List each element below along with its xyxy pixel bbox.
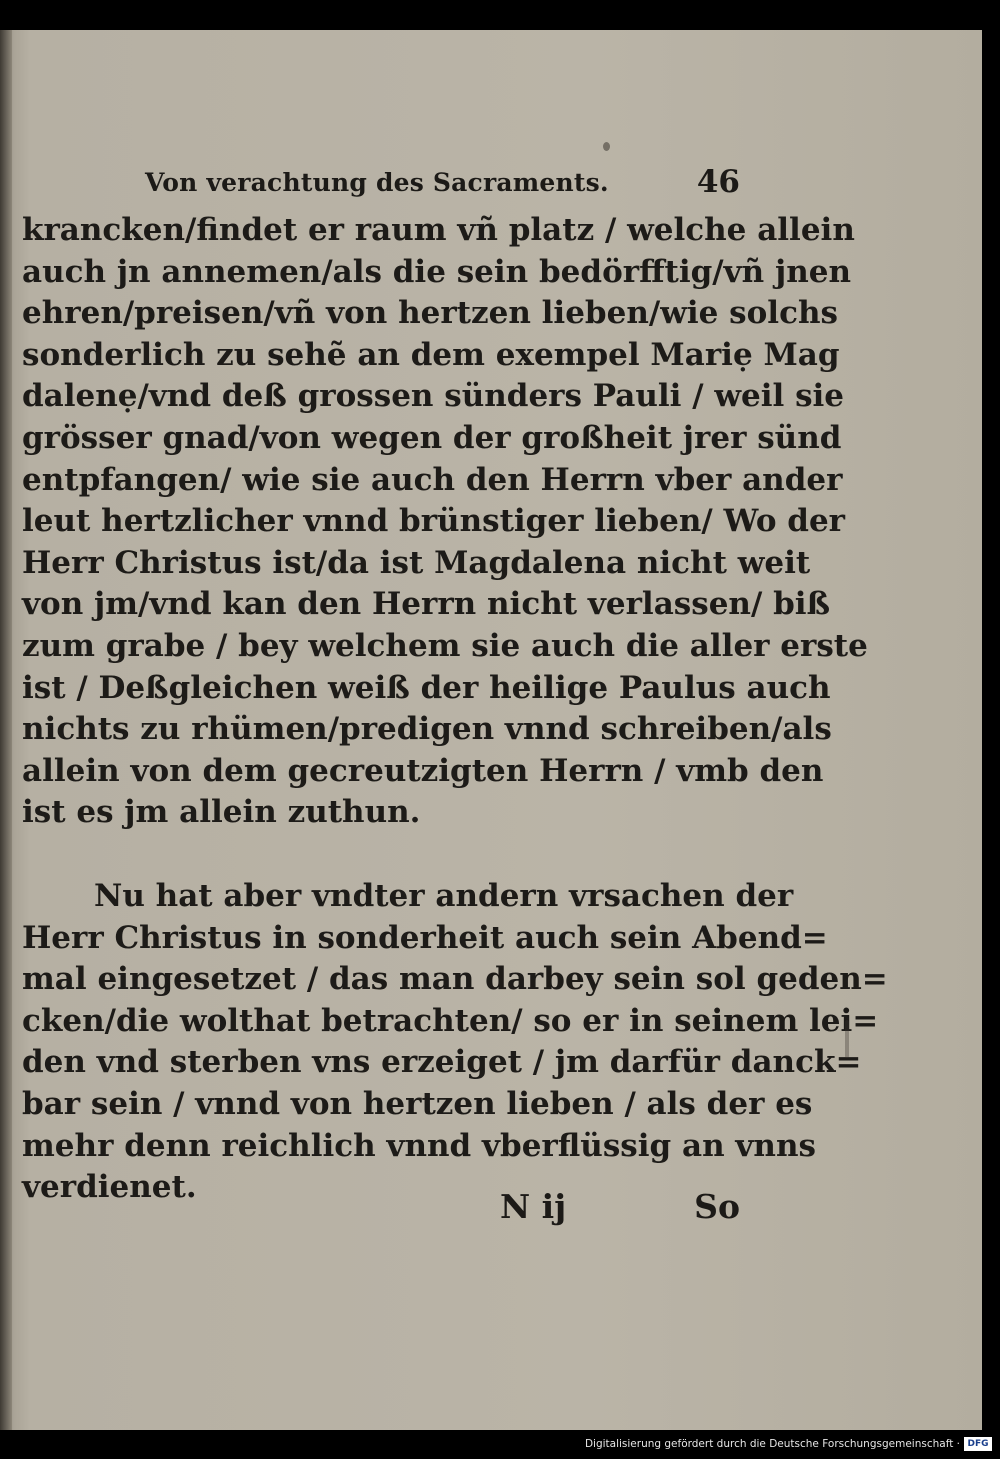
text-line: sonderlich zu sehẽ an dem exempel Mariẹ Mag [22, 336, 840, 373]
text-line: Nu hat aber vndter andern vrsachen der [94, 878, 794, 914]
catchword: So [694, 1187, 740, 1226]
text-line: mal eingesetzet / das man darbey sein sol geden= [22, 961, 888, 998]
text-line: den vnd sterben vns erzeiget / jm darfür danck= [22, 1044, 862, 1081]
footer-bar [0, 1430, 1000, 1459]
text-line: dalenẹ/vnd deß grossen sünders Pauli / weil sie [22, 378, 845, 415]
text-line: krancken/findet er raum vñ platz / welche allein [22, 212, 855, 248]
page-footer-marks [500, 1167, 740, 1227]
text-line: nichts zu rhümen/predigen vnnd schreiben/als [22, 711, 832, 748]
page-binding-edge [0, 30, 12, 1430]
text-line: mehr denn reichlich vnnd vberflüssig an vnns [22, 1127, 816, 1164]
paper-speck [845, 1020, 849, 1058]
text-line: leut hertzlicher vnnd brünstiger lieben/ Wo der [22, 503, 846, 540]
book-page [0, 30, 982, 1430]
page-number: 46 [696, 164, 740, 200]
text-line: zum grabe / bey welchem sie auch die aller erste [22, 627, 868, 664]
text-line: bar sein / vnnd von hertzen lieben / als der es [22, 1085, 813, 1122]
signature-mark: N ij [500, 1187, 567, 1226]
paper-speck [603, 142, 610, 151]
dfg-logo-icon: DFG [964, 1437, 992, 1451]
running-title: Von verachtung des Sacraments. [145, 168, 609, 197]
text-line: Herr Christus ist/da ist Magdalena nicht weit [22, 544, 811, 581]
paragraph-2 [22, 876, 888, 1209]
text-line: verdienet. [22, 1169, 197, 1206]
text-line: entpfangen/ wie sie auch den Herrn vber ander [22, 461, 843, 498]
text-line: cken/die wolthat betrachten/ so er in seinem lei= [22, 1002, 879, 1039]
text-line: allein von dem gecreutzigten Herrn / vmb den [22, 752, 824, 789]
text-line: ist es jm allein zuthun. [22, 794, 421, 831]
text-line: ehren/preisen/vñ von hertzen lieben/wie solchs [22, 295, 838, 332]
text-line: von jm/vnd kan den Herrn nicht verlassen/ biß [22, 586, 831, 623]
funding-credit: Digitalisierung gefördert durch die Deutsche Forschungsgemeinschaft · [584, 1438, 960, 1450]
text-line: auch jn annemen/als die sein bedörfftig/vñ jnen [22, 253, 851, 290]
text-line: ist / Deßgleichen weiß der heilige Paulus auch [22, 669, 831, 706]
paragraph-1 [22, 210, 868, 834]
page-header [145, 164, 740, 208]
text-line: Herr Christus in sonderheit auch sein Abend= [22, 919, 828, 956]
text-line: grösser gnad/von wegen der großheit jrer sünd [22, 419, 842, 456]
